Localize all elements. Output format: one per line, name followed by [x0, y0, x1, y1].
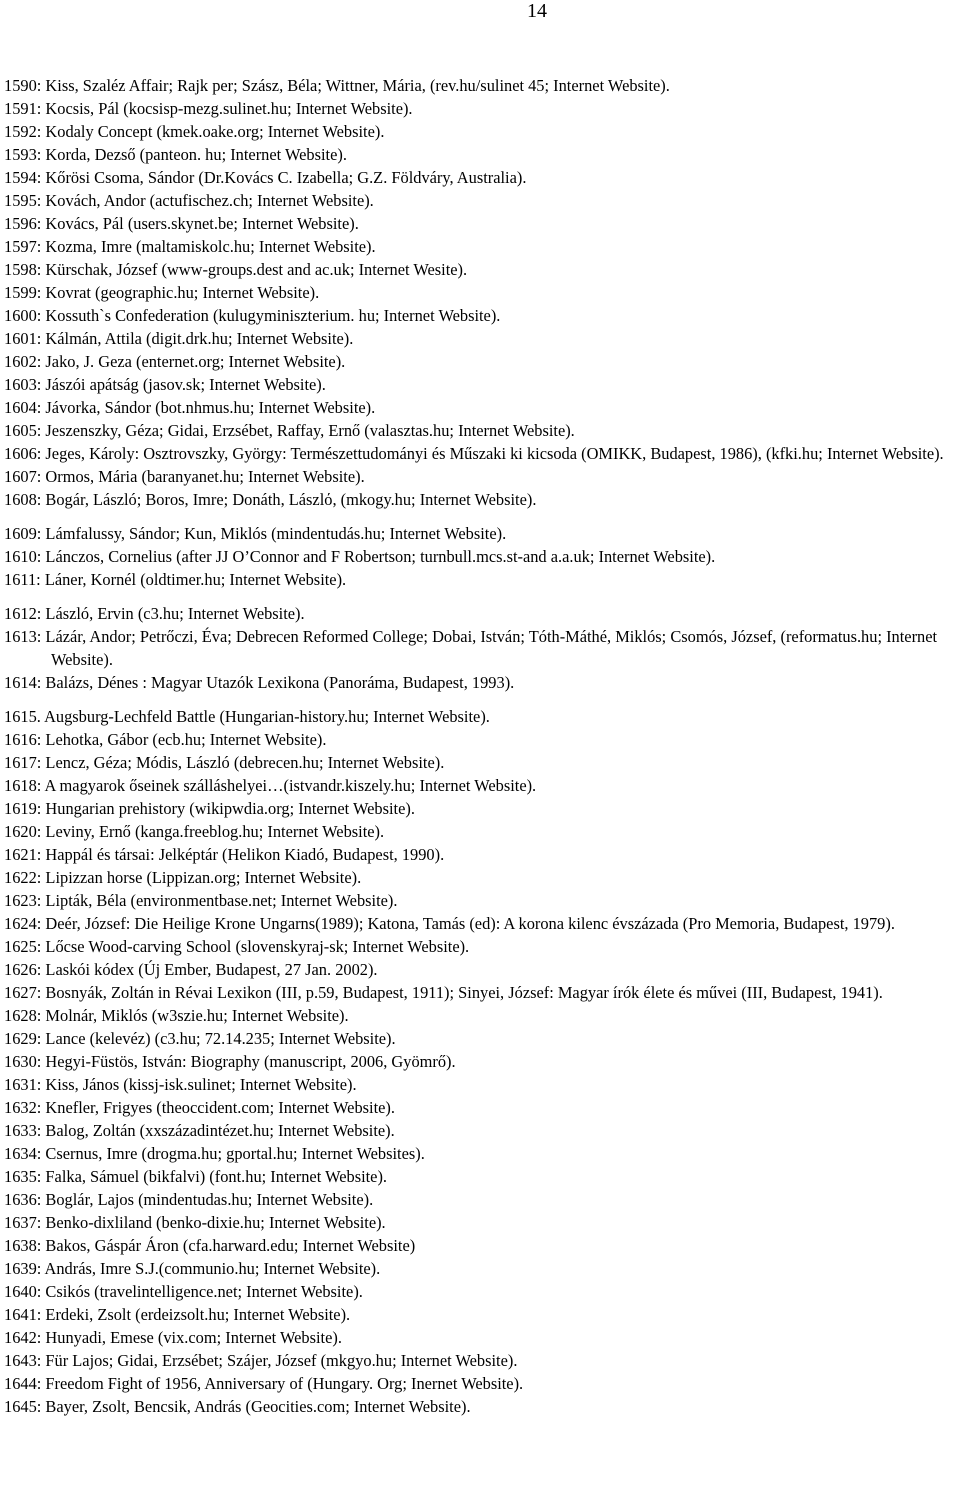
reference-entry: 1627: Bosnyák, Zoltán in Révai Lexikon (III, p.59, Budapest, 1911); Sinyei, József: Magyar írók élete és művei (III, Budapest, 1941).	[4, 983, 883, 1002]
reference-entry: 1645: Bayer, Zsolt, Bencsik, András (Geocities.com; Internet Website).	[4, 1397, 471, 1416]
reference-entry: 1634: Csernus, Imre (drogma.hu; gportal.hu; Internet Websites).	[4, 1144, 425, 1163]
reference-entry: 1638: Bakos, Gáspár Áron (cfa.harward.edu; Internet Website)	[4, 1236, 416, 1255]
reference-entry: 1628: Molnár, Miklós (w3szie.hu; Internet Website).	[4, 1006, 349, 1025]
reference-entry: 1622: Lipizzan horse (Lippizan.org; Internet Website).	[4, 868, 362, 887]
reference-list	[4, 74, 956, 1418]
reference-entry: 1637: Benko-dixliland (benko-dixie.hu; Internet Website).	[4, 1213, 386, 1232]
reference-entry: 1640: Csikós (travelintelligence.net; Internet Website).	[4, 1282, 363, 1301]
reference-entry: 1623: Lipták, Béla (environmentbase.net; Internet Website).	[4, 891, 398, 910]
reference-entry: 1617: Lencz, Géza; Módis, László (debrecen.hu; Internet Website).	[4, 753, 445, 772]
reference-entry: 1632: Knefler, Frigyes (theoccident.com; Internet Website).	[4, 1098, 395, 1117]
reference-entry: 1590: Kiss, Szaléz Affair; Rajk per; Szász, Béla; Wittner, Mária, (rev.hu/sulinet 45; Internet Website).	[4, 76, 670, 95]
reference-entry: 1598: Kürschak, József (www-groups.dest and ac.uk; Internet Wesite).	[4, 260, 468, 279]
reference-entry: 1620: Leviny, Ernő (kanga.freeblog.hu; Internet Website).	[4, 822, 385, 841]
reference-entry: 1615. Augsburg-Lechfeld Battle (Hungarian-history.hu; Internet Website).	[4, 707, 490, 726]
reference-entry: 1618: A magyarok őseinek szálláshelyei…(istvandr.kiszely.hu; Internet Website).	[4, 776, 537, 795]
reference-entry: 1597: Kozma, Imre (maltamiskolc.hu; Internet Website).	[4, 237, 376, 256]
reference-entry: 1606: Jeges, Károly: Osztrovszky, György: Természettudományi és Műszaki ki kicsoda (OMIKK, Budapest, 1986), (kfki.hu; Internet Website).	[4, 444, 944, 463]
reference-entry: 1644: Freedom Fight of 1956, Anniversary of (Hungary. Org; Inernet Website).	[4, 1374, 524, 1393]
reference-entry: 1596: Kovács, Pál (users.skynet.be; Internet Website).	[4, 214, 359, 233]
reference-entry: 1636: Boglár, Lajos (mindentudas.hu; Internet Website).	[4, 1190, 374, 1209]
reference-entry: 1592: Kodaly Concept (kmek.oake.org; Internet Website).	[4, 122, 385, 141]
reference-entry: 1608: Bogár, László; Boros, Imre; Donáth, Lászlό, (mkogy.hu; Internet Website).	[4, 490, 537, 509]
reference-entry: 1625: Lőcse Wood-carving School (slovenskyraj-sk; Internet Website).	[4, 937, 470, 956]
reference-entry: 1612: László, Ervin (c3.hu; Internet Website).	[4, 604, 305, 623]
reference-entry: 1619: Hungarian prehistory (wikipwdia.org; Internet Website).	[4, 799, 415, 818]
reference-entry: 1624: Deér, József: Die Heilige Krone Ungarns(1989); Katona, Tamás (ed): A korona kilenc évszázada (Pro Memoria, Budapest, 1979).	[4, 914, 895, 933]
reference-entry: 1629: Lance (kelevéz) (c3.hu; 72.14.235; Internet Website).	[4, 1029, 396, 1048]
reference-entry: 1607: Ormos, Mária (baranyanet.hu; Internet Website).	[4, 467, 365, 486]
reference-entry: 1591: Kocsis, Pál (kocsisp-mezg.sulinet.hu; Internet Website).	[4, 99, 413, 118]
reference-entry: 1643: Für Lajos; Gidai, Erzsébet; Szájer, József (mkgyo.hu; Internet Website).	[4, 1351, 518, 1370]
reference-entry: 1621: Happál és társai: Jelképtár (Helikon Kiadó, Budapest, 1990).	[4, 845, 445, 864]
reference-entry: 1595: Kovách, Andor (actufischez.ch; Internet Website).	[4, 191, 374, 210]
reference-entry: 1642: Hunyadi, Emese (vix.com; Internet Website).	[4, 1328, 342, 1347]
reference-entry: 1613: Lázár, Andor; Petrőczi, Éva; Debrecen Reformed College; Dobai, István; Tóth-Máthé, Miklós; Csomós, József, (reformatus.hu; Internet Website).	[4, 627, 938, 669]
reference-entry: 1594: Kőrösi Csoma, Sándor (Dr.Kovács C. Izabella; G.Z. Földváry, Australia).	[4, 168, 527, 187]
reference-entry: 1593: Korda, Dezső (panteon. hu; Internet Website).	[4, 145, 347, 164]
reference-entry: 1601: Kálmán, Attila (digit.drk.hu; Internet Website).	[4, 329, 354, 348]
reference-entry: 1605: Jeszenszky, Géza; Gidai, Erzsébet, Raffay, Ernő (valasztas.hu; Internet Website).	[4, 421, 575, 440]
reference-entry: 1599: Kovrat (geographic.hu; Internet Website).	[4, 283, 320, 302]
reference-entry: 1626: Laskói kódex (Új Ember, Budapest, 27 Jan. 2002).	[4, 960, 378, 979]
reference-entry: 1630: Hegyi-Füstös, István: Biography (manuscript, 2006, Gyömrő).	[4, 1052, 456, 1071]
reference-entry: 1610: Lánczos, Cornelius (after JJ O’Connor and F Robertson; turnbull.mcs.st-and a.a.uk; Internet Website).	[4, 547, 716, 566]
reference-entry: 1600: Kossuth`s Confederation (kulugyminiszterium. hu; Internet Website).	[4, 306, 501, 325]
reference-entry: 1639: András, Imre S.J.(communio.hu; Internet Website).	[4, 1259, 381, 1278]
reference-entry: 1631: Kiss, János (kissj-isk.sulinet; Internet Website).	[4, 1075, 357, 1094]
reference-entry: 1604: Jávorka, Sándor (bot.nhmus.hu; Internet Website).	[4, 398, 376, 417]
reference-entry: 1641: Erdeki, Zsolt (erdeizsolt.hu; Internet Website).	[4, 1305, 351, 1324]
reference-entry: 1633: Balog, Zoltán (xxszázadintézet.hu; Internet Website).	[4, 1121, 395, 1140]
reference-entry: 1602: Jako, J. Geza (enternet.org; Internet Website).	[4, 352, 346, 371]
reference-entry: 1611: Láner, Kornél (oldtimer.hu; Internet Website).	[4, 570, 347, 589]
reference-entry: 1614: Balázs, Dénes : Magyar Utazók Lexikona (Panoráma, Budapest, 1993).	[4, 673, 515, 692]
reference-entry: 1603: Jászói apátság (jasov.sk; Internet Website).	[4, 375, 326, 394]
reference-entry: 1635: Falka, Sámuel (bikfalvi) (font.hu; Internet Website).	[4, 1167, 388, 1186]
reference-entry: 1616: Lehotka, Gábor (ecb.hu; Internet Website).	[4, 730, 327, 749]
page-number: 14	[527, 0, 547, 22]
reference-entry: 1609: Lámfalussy, Sándor; Kun, Miklós (mindentudás.hu; Internet Website).	[4, 524, 507, 543]
